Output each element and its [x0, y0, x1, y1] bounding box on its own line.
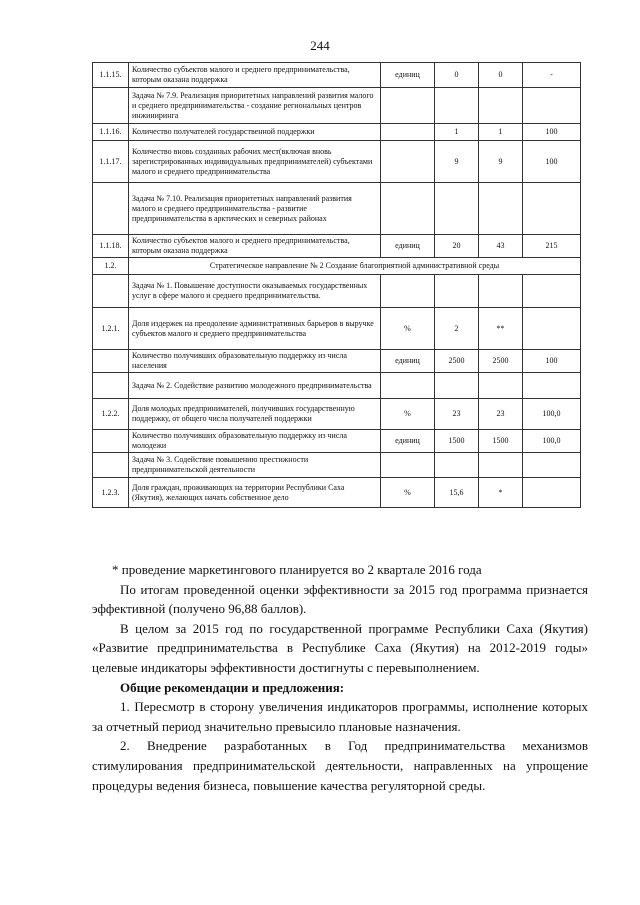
section-row: [93, 258, 581, 275]
indicator-percent-value: [523, 308, 581, 350]
section-title: Стратегическое направление № 2 Создание благоприятной административной среды: [129, 258, 581, 275]
recommendations-heading: Общие рекомендации и предложения:: [120, 679, 345, 695]
indicator-unit: %: [381, 399, 435, 430]
indicator-unit: единиц: [381, 63, 435, 88]
task-empty-cell: [523, 88, 581, 124]
task-title: Задача № 3. Содействие повышению престижности предпринимательской деятельности: [129, 453, 381, 478]
indicator-unit: %: [381, 308, 435, 350]
task-empty-cell: [381, 275, 435, 308]
indicator-name: Количество субъектов малого и среднего предпринимательства, которым оказана поддержка: [129, 63, 381, 88]
indicator-plan-value: 2500: [435, 350, 479, 373]
table-row: [93, 399, 581, 430]
task-empty-cell: [479, 453, 523, 478]
task-empty-cell: [381, 88, 435, 124]
task-empty-cell: [479, 183, 523, 235]
task-empty-cell: [523, 183, 581, 235]
task-title: Задача № 7.10. Реализация приоритетных направлений развития малого и среднего предпринимательства - развитие предпринимательства в арктических и северных районах: [129, 183, 381, 235]
indicator-plan-value: 0: [435, 63, 479, 88]
task-empty-cell: [381, 373, 435, 399]
task-empty-cell: [479, 275, 523, 308]
table-row: [93, 124, 581, 141]
table-row: [93, 141, 581, 183]
indicator-name: Доля граждан, проживающих на территории Республики Саха (Якутия), желающих начать собственное дело: [129, 478, 381, 508]
table-row: [93, 63, 581, 88]
task-empty-cell: [435, 453, 479, 478]
indicator-unit: единиц: [381, 350, 435, 373]
task-title: Задача № 1. Повышение доступности оказываемых государственных услуг в сфере малого и среднего предпринимательства.: [129, 275, 381, 308]
indicator-actual-value: 0: [479, 63, 523, 88]
table-row: [93, 478, 581, 508]
indicator-unit: [381, 124, 435, 141]
task-code-cell: [93, 453, 129, 478]
page-number: 244: [310, 38, 330, 53]
indicator-percent-value: [523, 478, 581, 508]
indicator-percent-value: 100,0: [523, 430, 581, 453]
indicator-actual-value: 23: [479, 399, 523, 430]
indicator-unit: %: [381, 478, 435, 508]
indicator-code: 1.1.15.: [93, 63, 129, 88]
indicator-code: [93, 430, 129, 453]
indicator-unit: единиц: [381, 430, 435, 453]
recommendation-2-first-line: 2. Внедрение разработанных в Год предпринимательства механизмов: [120, 738, 588, 754]
indicator-unit: единиц: [381, 235, 435, 258]
indicator-code: 1.1.16.: [93, 124, 129, 141]
paragraph-summary: В целом за 2015 год по государственной программе Республики Саха (Якутия) «Развитие предпринимательства в Республике Саха (Якутия) на 2012-2019 годы» целевые индикаторы эффективности достигнуты с перевыполнением.: [92, 620, 588, 675]
task-row: [93, 275, 581, 308]
indicator-code: 1.2.3.: [93, 478, 129, 508]
indicator-plan-value: 15,6: [435, 478, 479, 508]
task-code-cell: [93, 183, 129, 235]
task-empty-cell: [435, 373, 479, 399]
indicator-percent-value: 100: [523, 124, 581, 141]
indicator-percent-value: -: [523, 63, 581, 88]
indicator-plan-value: 23: [435, 399, 479, 430]
task-row: [93, 183, 581, 235]
task-code-cell: [93, 275, 129, 308]
paragraph-evaluation: По итогам проведенной оценки эффективности за 2015 год программа признается эффективной (получено 96,88 баллов).: [92, 581, 588, 617]
indicator-percent-value: 100: [523, 141, 581, 183]
section-code: 1.2.: [93, 258, 129, 275]
recommendation-2-continuation: стимулирования предпринимательской деятельности, направленных на упрощение процедуры ведения бизнеса, повышение качества регуляторной среды.: [92, 757, 588, 793]
footnote: * проведение маркетингового планируется во 2 квартале 2016 года: [112, 562, 482, 577]
indicator-code: [93, 350, 129, 373]
task-empty-cell: [479, 373, 523, 399]
indicator-plan-value: 2: [435, 308, 479, 350]
table-row: [93, 235, 581, 258]
indicator-name: Количество получивших образовательную поддержку из числа населения: [129, 350, 381, 373]
indicator-name: Количество получивших образовательную поддержку из числа молодежи: [129, 430, 381, 453]
task-empty-cell: [381, 183, 435, 235]
table-row: [93, 350, 581, 373]
indicator-plan-value: 1500: [435, 430, 479, 453]
indicator-percent-value: 100: [523, 350, 581, 373]
task-empty-cell: [435, 88, 479, 124]
task-title: Задача № 7.9. Реализация приоритетных направлений развития малого и среднего предпринимательства - создание региональных центров инжиниринга: [129, 88, 381, 124]
task-empty-cell: [479, 88, 523, 124]
table-row: [93, 308, 581, 350]
indicator-percent-value: 100,0: [523, 399, 581, 430]
task-empty-cell: [523, 275, 581, 308]
indicator-percent-value: 215: [523, 235, 581, 258]
indicator-actual-value: *: [479, 478, 523, 508]
indicator-name: Доля молодых предпринимателей, получивших государственную поддержку, от общего числа получателей поддержки: [129, 399, 381, 430]
indicator-actual-value: 43: [479, 235, 523, 258]
task-empty-cell: [523, 373, 581, 399]
task-empty-cell: [523, 453, 581, 478]
task-empty-cell: [435, 275, 479, 308]
indicators-table-body: [93, 63, 581, 508]
indicator-code: 1.1.17.: [93, 141, 129, 183]
task-row: [93, 88, 581, 124]
table-row: [93, 430, 581, 453]
indicator-actual-value: **: [479, 308, 523, 350]
task-row: [93, 373, 581, 399]
task-code-cell: [93, 373, 129, 399]
indicator-name: Доля издержек на преодоление административных барьеров в выручке субъектов малого и среднего предпринимательства: [129, 308, 381, 350]
indicator-code: 1.2.2.: [93, 399, 129, 430]
indicator-plan-value: 20: [435, 235, 479, 258]
task-empty-cell: [435, 183, 479, 235]
indicator-code: 1.1.18.: [93, 235, 129, 258]
indicator-plan-value: 1: [435, 124, 479, 141]
recommendation-1: 1. Пересмотр в сторону увеличения индикаторов программы, исполнение которых за отчетный период значительно превысило плановые назначения.: [92, 699, 588, 734]
indicator-plan-value: 9: [435, 141, 479, 183]
task-empty-cell: [381, 453, 435, 478]
indicator-name: Количество получателей государственной поддержки: [129, 124, 381, 141]
task-title: Задача № 2. Содействие развитию молодежного предпринимательства: [129, 373, 381, 399]
task-row: [93, 453, 581, 478]
indicator-actual-value: 1: [479, 124, 523, 141]
indicator-name: Количество субъектов малого и среднего предпринимательства, которым оказана поддержка: [129, 235, 381, 258]
indicator-actual-value: 1500: [479, 430, 523, 453]
indicator-unit: [381, 141, 435, 183]
indicator-code: 1.2.1.: [93, 308, 129, 350]
indicator-actual-value: 2500: [479, 350, 523, 373]
text-block: [92, 560, 588, 795]
indicator-actual-value: 9: [479, 141, 523, 183]
task-code-cell: [93, 88, 129, 124]
indicators-table: [92, 62, 581, 508]
indicator-name: Количество вновь созданных рабочих мест(включая вновь зарегистрированных индивидуальных предпринимателей) субъектами малого и среднего предпринимательства: [129, 141, 381, 183]
